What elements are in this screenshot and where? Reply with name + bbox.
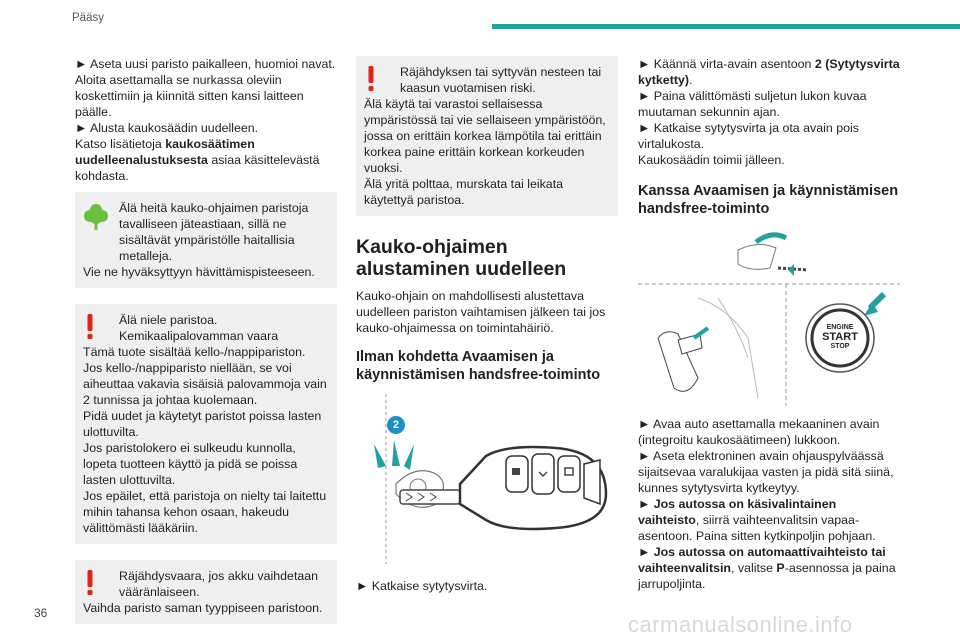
warning-line: Pidä uudet ja käytetyt paristot poissa lasten ulottuvilta.: [83, 409, 322, 439]
warning-box-explosion: [75, 560, 337, 624]
button-label-engine: ENGINE: [826, 324, 854, 331]
warning-line: Älä yritä polttaa, murskata tai leikata käytettyä paristoa.: [364, 177, 564, 207]
column-2: [356, 56, 618, 594]
instruction-turn-key: ► Käännä virta-avain asentoon 2 (Sytytysvirta kytketty).: [638, 57, 900, 87]
subsection-heading: Kanssa Avaamisen ja käynnistämisen handsfree-toiminto: [638, 183, 899, 217]
intro-text: Kauko-ohjain on mahdollisesti alustettava uudelleen pariston vaihtamisen jälkeen tai jos kauko-ohjaimessa on toimintahäiriö.: [356, 289, 606, 335]
warning-line: Räjähdyksen tai syttyvän nesteen tai kaasun vuotamisen riski.: [400, 65, 602, 95]
subsection-heading: Ilman kohdetta Avaamisen ja käynnistämisen handsfree-toiminto: [356, 349, 601, 383]
eco-note-text-2: Vie ne hyväksyttyyn hävittämispisteeseen.: [83, 265, 315, 279]
warning-line: Älä niele paristoa.: [119, 313, 218, 327]
section-title: Pääsy: [72, 12, 104, 24]
reference-text: Katso lisätietoja kaukosäätimen uudelleenalustuksesta asiaa käsittelevästä kohdasta.: [75, 137, 320, 183]
instruction-insert-battery: ► Aseta uusi paristo paikalleen, huomioi navat. Aloita asettamalla se nurkassa oleviin koskettimiin ja kiinnitä sitten kansi laitteen päälle.: [75, 57, 336, 119]
warning-line: Älä käytä tai varastoi sellaisessa ympäristössä tai vie sellaiseen ympäristöön, jossa on erittäin korkea lämpötila tai erittäin korkea paine erittäin korkean korkeuden vuoksi.: [364, 97, 606, 175]
section-heading: Kauko-ohjaimen alustaminen uudelleen: [356, 236, 567, 280]
instruction-mechanical-key: ► Avaa auto asettamalla mekaaninen avain (integroitu kaukosäätimeen) lukkoon.: [638, 417, 880, 447]
warning-exclamation-icon: [83, 570, 97, 600]
warning-line: Jos epäilet, että paristoja on nielty tai laitettu mihin tahansa kehon osaan, hakeudu välittömästi lääkäriin.: [83, 489, 327, 535]
result-text: Kaukosäädin toimii jälleen.: [638, 153, 785, 167]
eco-note-box: [75, 192, 337, 288]
handsfree-drawing: [638, 228, 900, 406]
warning-line: Jos paristolokero ei sulkeudu kunnolla, lopeta tuotteen käyttö ja pidä se poissa lasten ulottuvilta.: [83, 441, 298, 487]
button-label-stop: STOP: [830, 343, 850, 350]
instruction-manual-gearbox: ► Jos autossa on käsivalintainen vaihteisto, siirrä vaihteenvalitsin vapaa-asentoon. Paina sitten kytkinpoljin pohjaan.: [638, 497, 876, 543]
handsfree-illustration: [638, 228, 900, 406]
step-number-badge: 2: [387, 416, 405, 434]
header-accent-bar: [492, 24, 960, 29]
warning-exclamation-icon: [364, 66, 378, 96]
warning-line: Kemikaalipalovamman vaara: [119, 329, 279, 343]
page-number: 36: [34, 606, 48, 620]
warning-box-swallow: [75, 304, 337, 544]
key-fob-illustration: [356, 394, 618, 574]
watermark: carmanualsonline.info: [628, 612, 853, 637]
recycle-tree-icon: [83, 202, 109, 236]
instruction-remove-key: ► Katkaise sytytysvirta ja ota avain pois virtalukosta.: [638, 121, 859, 151]
instruction-backup-reader: ► Aseta elektroninen avain ohjauspylväässä sijaitsevaa varalukijaa vasten ja pidä sitä siinä, kunnes sytytysvirta kytkeytyy.: [638, 449, 894, 495]
column-1: [75, 56, 337, 624]
instruction-ignition-off: ► Katkaise sytytysvirta.: [356, 579, 488, 593]
column-3: [638, 56, 900, 592]
instruction-automatic-gearbox: ► Jos autossa on automaattivaihteisto tai vaihteenvalitsin, valitse P-asennossa ja paina jarrupoljinta.: [638, 545, 896, 591]
button-label-start: START: [822, 331, 858, 343]
warning-line: Räjähdysvaara, jos akku vaihdetaan vääränlaiseen.: [119, 569, 319, 599]
warning-line: Jos kello-/nappiparisto niellään, se voi aiheuttaa vakavia sisäisiä palovammoja vain 2 tunnissa ja johtaa kuolemaan.: [83, 361, 327, 407]
warning-exclamation-icon: [83, 314, 97, 344]
warning-line: Tämä tuote sisältää kello-/nappipariston.: [83, 345, 306, 359]
eco-note-text: Älä heitä kauko-ohjaimen paristoja tavalliseen jäteastiaan, sillä ne sisältävät ympäristölle haitallisia metalleja.: [119, 201, 309, 263]
warning-box-leak: [356, 56, 618, 216]
engine-start-stop-button: [812, 324, 868, 351]
instruction-press-lock: ► Paina välittömästi suljetun lukon kuvaa muutaman sekunnin ajan.: [638, 89, 867, 119]
reference-link-text: kaukosäätimen uudelleenalustuksesta: [75, 137, 255, 167]
warning-line: Vaihda paristo saman tyyppiseen paristoon.: [83, 601, 323, 615]
instruction-reinit: ► Alusta kaukosäädin uudelleen.: [75, 121, 259, 135]
